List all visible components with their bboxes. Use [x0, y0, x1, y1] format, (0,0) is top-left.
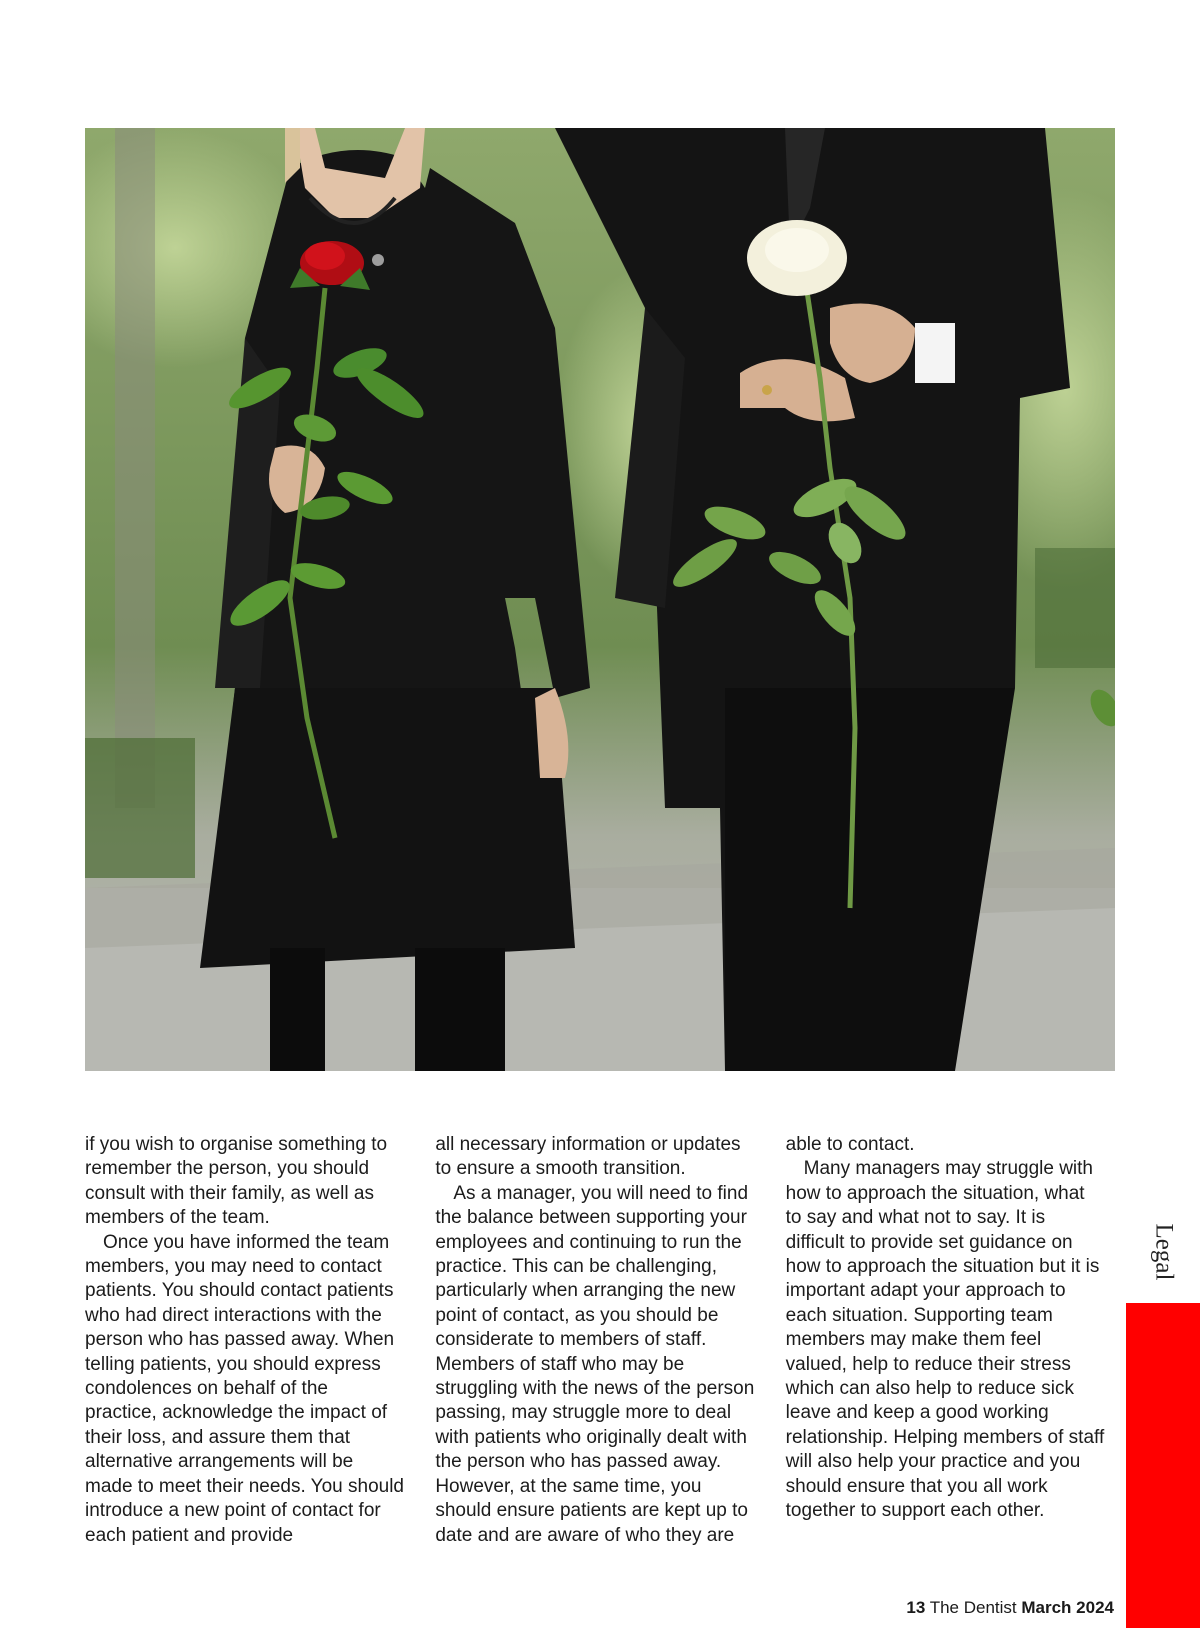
issue-date: March 2024 — [1021, 1598, 1114, 1617]
section-label-text: Legal — [1149, 1223, 1177, 1281]
page-footer — [906, 1598, 1114, 1618]
section-label — [1126, 1216, 1200, 1288]
article-column-2 — [435, 1133, 754, 1548]
article-body — [85, 1133, 1105, 1548]
paragraph: Once you have informed the team members, you may need to contact patients. You should contact patients who had direct interactions with the person who has passed away. When telling patients, you should express condolences on behalf of the practice, acknowledge the impact of their loss, and assure them that alternative arrangements will be made to meet their needs. You should introduce a new point of contact for each patient and provide — [85, 1231, 405, 1546]
section-color-tab — [1126, 1303, 1200, 1628]
article-column-3 — [786, 1133, 1105, 1548]
paragraph: As a manager, you will need to find the balance between supporting your employees and continuing to run the practice. This can be challenging, particularly when arranging the new point of contact, as you should be considerate to members of staff. Members of staff who may be struggling with the news of the person passing, may struggle more to deal with patients who originally dealt with the person who has passed away. However, at the same time, you should ensure patients are kept up to date and are aware of who they are — [435, 1182, 755, 1546]
publication-name: The Dentist — [929, 1598, 1017, 1617]
page-number: 13 — [906, 1598, 926, 1617]
paragraph: Many managers may struggle with how to approach the situation, what to say and what not to say. It is difficult to provide set guidance on how to approach the situation but it is important adapt your approach to each situation. Supporting team members may make them feel valued, help to reduce their stress which can also help to reduce sick leave and keep a good working relationship. Helping members of staff will also help your practice and you should ensure that you all work together to support each other. — [785, 1158, 1105, 1522]
paragraph: all necessary information or updates to ensure a smooth transition. — [435, 1134, 741, 1180]
paragraph: able to contact. — [785, 1134, 915, 1155]
photo-illustration — [85, 128, 1115, 1071]
article-column-1 — [85, 1133, 404, 1548]
paragraph: if you wish to organise something to remember the person, you should consult with their family, as well as members of the team. — [85, 1134, 388, 1229]
hero-photo-funeral-mourners-with-roses — [85, 128, 1115, 1071]
